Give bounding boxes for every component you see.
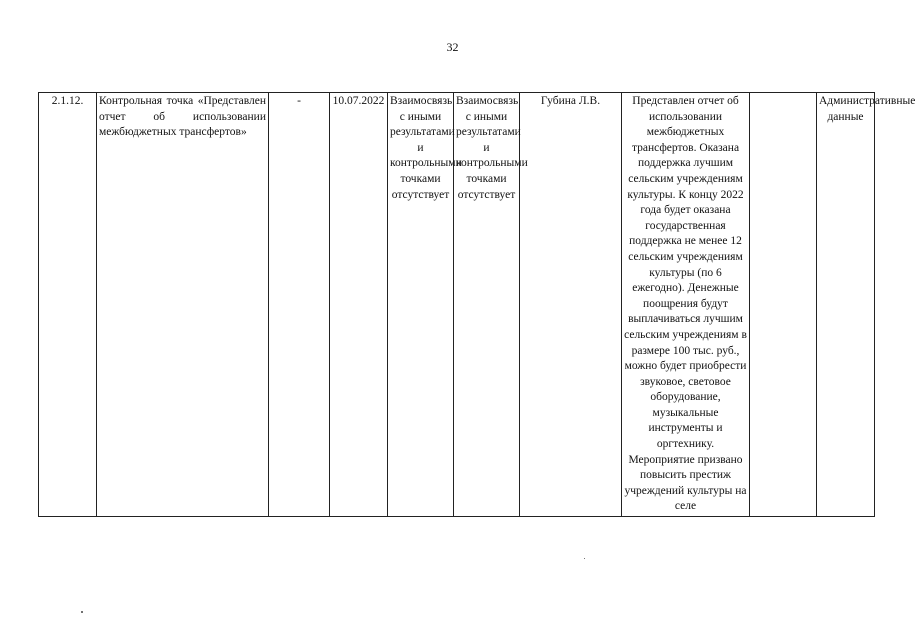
empty-cell <box>750 93 817 517</box>
event-cell: Контрольная точка «Представлен отчет об использовании межбюджетных трансфертов» <box>97 93 269 517</box>
description-cell: Представлен отчет об использовании межбюджетных трансфертов. Оказана поддержка лучшим сельским учреждениям культуры. К концу 2022 года будет оказана государственная поддержка не менее 12 сельским учреждениям культуры (по 6 ежегодно). Денежные поощрения будут выплачиваться лучшим сельским учреждениям в размере 100 тыс. руб., можно будет приобрести звуковое, световое оборудование, музыкальные инструменты и оргтехнику. Мероприятие призвано повысить престиж учреждений культуры на селе <box>622 93 750 517</box>
date-cell: 10.07.2022 <box>330 93 388 517</box>
link-results-cell: Взаимосвязь с иными результатами и контрольными точками отсутствует <box>388 93 454 517</box>
table-row <box>39 93 875 517</box>
responsible-cell: Губина Л.В. <box>520 93 622 517</box>
row-number-cell: 2.1.12. <box>39 93 97 517</box>
base-date-cell: - <box>269 93 330 517</box>
scan-speck <box>81 611 83 613</box>
plan-table <box>38 92 915 517</box>
page-number: 32 <box>446 40 459 54</box>
scan-speck <box>584 558 585 559</box>
link-points-cell: Взаимосвязь с иными результатами и контрольными точками отсутствует <box>454 93 520 517</box>
source-cell: Административные данные <box>817 93 875 517</box>
